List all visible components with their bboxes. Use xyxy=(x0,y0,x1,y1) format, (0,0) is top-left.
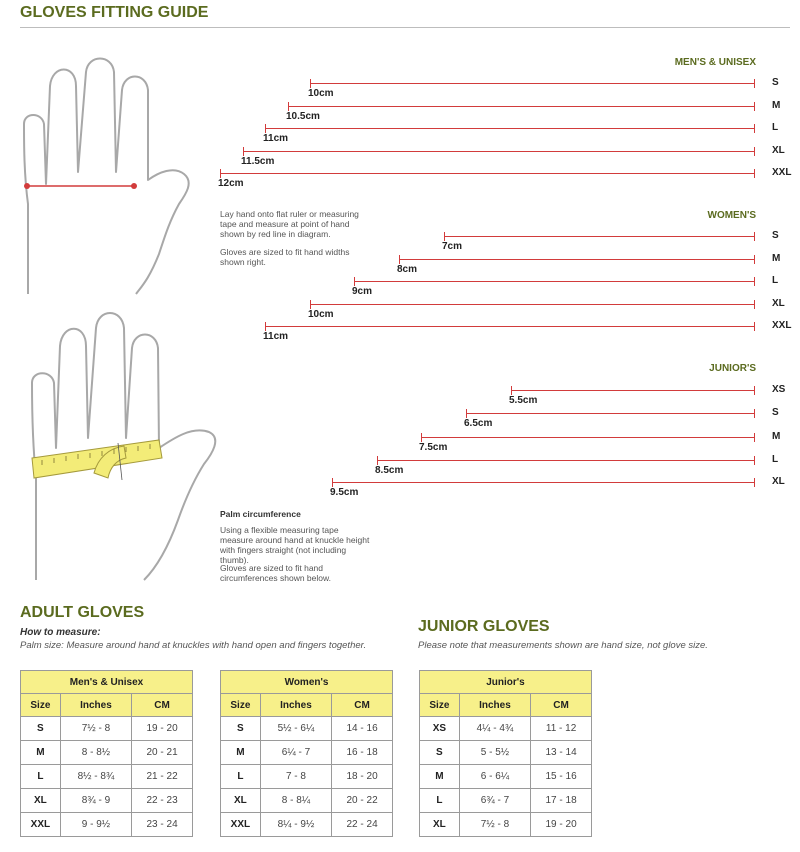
size-cell: S xyxy=(21,717,61,741)
inches-cell: 6 - 6¼ xyxy=(459,765,530,789)
size-cell: S xyxy=(420,741,460,765)
mens-m-rule xyxy=(288,106,755,107)
cm-cell: 20 - 22 xyxy=(332,789,393,813)
inches-cell: 7½ - 8 xyxy=(60,717,131,741)
juniors-s-size: S xyxy=(772,407,779,418)
cm-cell: 22 - 23 xyxy=(132,789,193,813)
table-row xyxy=(221,717,393,741)
inches-cell: 5½ - 6¼ xyxy=(260,717,331,741)
juniors-size-table xyxy=(419,670,592,837)
size-cell: XXL xyxy=(221,813,261,837)
juniors-heading: JUNIOR'S xyxy=(709,363,756,374)
womens-xl-size: XL xyxy=(772,298,785,309)
size-cell: M xyxy=(420,765,460,789)
juniors-m-size: M xyxy=(772,431,781,442)
inches-cell: 6¾ - 7 xyxy=(459,789,530,813)
mens-xl-size: XL xyxy=(772,145,785,156)
measuring-tape xyxy=(32,440,162,480)
inches-cell: 8½ - 8¾ xyxy=(60,765,131,789)
junior-gloves-note: Please note that measurements shown are hand size, not glove size. xyxy=(418,640,708,651)
size-cell: L xyxy=(221,765,261,789)
mens-s-rule xyxy=(310,83,755,84)
inches-cell: 8 - 8½ xyxy=(60,741,131,765)
juniors-l-size: L xyxy=(772,454,779,465)
table-header-cm: CM xyxy=(332,694,393,717)
how-to-measure-label: How to measure: xyxy=(20,627,101,638)
mens-m-cm: 10.5cm xyxy=(286,111,320,122)
table-row xyxy=(21,741,193,765)
inches-cell: 8 - 8¼ xyxy=(260,789,331,813)
inches-cell: 7 - 8 xyxy=(260,765,331,789)
table-row xyxy=(221,741,393,765)
table-row xyxy=(420,741,592,765)
cm-cell: 19 - 20 xyxy=(531,813,592,837)
palm-circumference-diagram xyxy=(14,308,224,588)
mens-unisex-heading: MEN'S & UNISEX xyxy=(674,57,756,68)
womens-heading: WOMEN'S xyxy=(707,210,756,221)
table-caption: Men's & Unisex xyxy=(21,671,193,694)
cm-cell: 23 - 24 xyxy=(132,813,193,837)
hand-width-instructions: Lay hand onto flat ruler or measuring tape and measure at point of hand shown by red line in diagram. xyxy=(220,209,359,239)
womens-s-rule xyxy=(444,236,755,237)
table-caption: Women's xyxy=(221,671,393,694)
palm-sizing-note: Gloves are sized to fit hand circumferences shown below. xyxy=(220,563,332,583)
table-header-inches: Inches xyxy=(60,694,131,717)
juniors-l-rule xyxy=(377,460,755,461)
cm-cell: 21 - 22 xyxy=(132,765,193,789)
inches-cell: 8¾ - 9 xyxy=(60,789,131,813)
cm-cell: 20 - 21 xyxy=(132,741,193,765)
womens-xxl-size: XXL xyxy=(772,320,792,331)
cm-cell: 14 - 16 xyxy=(332,717,393,741)
juniors-xs-size: XS xyxy=(772,384,786,395)
juniors-xs-cm: 5.5cm xyxy=(509,395,538,406)
size-cell: M xyxy=(21,741,61,765)
cm-cell: 11 - 12 xyxy=(531,717,592,741)
table-row xyxy=(221,765,393,789)
womens-size-table xyxy=(220,670,393,837)
juniors-xl-size: XL xyxy=(772,476,785,487)
table-row xyxy=(420,789,592,813)
table-header-size: Size xyxy=(21,694,61,717)
table-row xyxy=(420,717,592,741)
cm-cell: 13 - 14 xyxy=(531,741,592,765)
cm-cell: 17 - 18 xyxy=(531,789,592,813)
mens-m-size: M xyxy=(772,100,781,111)
juniors-l-cm: 8.5cm xyxy=(375,465,404,476)
size-cell: XL xyxy=(21,789,61,813)
inches-cell: 7½ - 8 xyxy=(459,813,530,837)
cm-cell: 16 - 18 xyxy=(332,741,393,765)
juniors-xl-cm: 9.5cm xyxy=(330,487,359,498)
juniors-s-rule xyxy=(466,413,755,414)
womens-xl-rule xyxy=(310,304,755,305)
cm-cell: 18 - 20 xyxy=(332,765,393,789)
palm-heading-text: Palm circumference xyxy=(220,509,301,519)
page-title: GLOVES FITTING GUIDE xyxy=(20,4,209,21)
title-divider xyxy=(20,27,790,28)
womens-xl-cm: 10cm xyxy=(308,309,334,320)
palm-instructions: Using a flexible measuring tape measure around hand at knuckle height with fingers straight (not including thumb). xyxy=(220,525,370,565)
mens-xxl-cm: 12cm xyxy=(218,178,244,189)
cm-cell: 19 - 20 xyxy=(132,717,193,741)
inches-cell: 5 - 5½ xyxy=(459,741,530,765)
juniors-xl-rule xyxy=(332,482,755,483)
table-row xyxy=(21,717,193,741)
womens-s-cm: 7cm xyxy=(442,241,463,252)
size-cell: M xyxy=(221,741,261,765)
womens-l-rule xyxy=(354,281,755,282)
adult-gloves-heading: ADULT GLOVES xyxy=(20,604,145,621)
size-cell: S xyxy=(221,717,261,741)
table-header-size: Size xyxy=(420,694,460,717)
table-row xyxy=(420,765,592,789)
womens-l-cm: 9cm xyxy=(352,286,373,297)
table-header-cm: CM xyxy=(531,694,592,717)
womens-m-rule xyxy=(399,259,755,260)
table-row xyxy=(221,789,393,813)
table-row xyxy=(21,789,193,813)
juniors-xs-rule xyxy=(511,390,755,391)
hand-width-diagram xyxy=(14,54,200,299)
mens-xxl-size: XXL xyxy=(772,167,792,178)
size-cell: XL xyxy=(221,789,261,813)
juniors-s-cm: 6.5cm xyxy=(464,418,493,429)
womens-xxl-rule xyxy=(265,326,755,327)
juniors-m-cm: 7.5cm xyxy=(419,442,448,453)
size-cell: XXL xyxy=(21,813,61,837)
table-header-inches: Inches xyxy=(260,694,331,717)
womens-m-cm: 8cm xyxy=(397,264,418,275)
table-row xyxy=(221,813,393,837)
table-header-inches: Inches xyxy=(459,694,530,717)
mens-l-size: L xyxy=(772,122,779,133)
table-caption: Junior's xyxy=(420,671,592,694)
juniors-m-rule xyxy=(421,437,755,438)
table-row xyxy=(420,813,592,837)
size-cell: XL xyxy=(420,813,460,837)
inches-cell: 8¼ - 9½ xyxy=(260,813,331,837)
cm-cell: 15 - 16 xyxy=(531,765,592,789)
palm-size-instruction: Palm size: Measure around hand at knuckles with hand open and fingers together. xyxy=(20,640,367,651)
hand-width-sizing-note: Gloves are sized to fit hand widths shown right. xyxy=(220,247,350,267)
table-header-size: Size xyxy=(221,694,261,717)
table-row xyxy=(21,813,193,837)
palm-heading xyxy=(220,509,370,519)
mens-s-size: S xyxy=(772,77,779,88)
size-cell: XS xyxy=(420,717,460,741)
table-row xyxy=(21,765,193,789)
inches-cell: 9 - 9½ xyxy=(60,813,131,837)
mens-l-rule xyxy=(265,128,755,129)
junior-gloves-heading: JUNIOR GLOVES xyxy=(418,618,550,635)
mens-s-cm: 10cm xyxy=(308,88,334,99)
table-header-cm: CM xyxy=(132,694,193,717)
mens-xl-rule xyxy=(243,151,755,152)
mens-unisex-size-table xyxy=(20,670,193,837)
cm-cell: 22 - 24 xyxy=(332,813,393,837)
inches-cell: 6¼ - 7 xyxy=(260,741,331,765)
womens-m-size: M xyxy=(772,253,781,264)
womens-xxl-cm: 11cm xyxy=(263,331,289,342)
size-cell: L xyxy=(21,765,61,789)
size-cell: L xyxy=(420,789,460,813)
mens-xxl-rule xyxy=(220,173,755,174)
mens-l-cm: 11cm xyxy=(263,133,289,144)
mens-xl-cm: 11.5cm xyxy=(241,156,275,167)
womens-s-size: S xyxy=(772,230,779,241)
inches-cell: 4¼ - 4¾ xyxy=(459,717,530,741)
womens-l-size: L xyxy=(772,275,779,286)
